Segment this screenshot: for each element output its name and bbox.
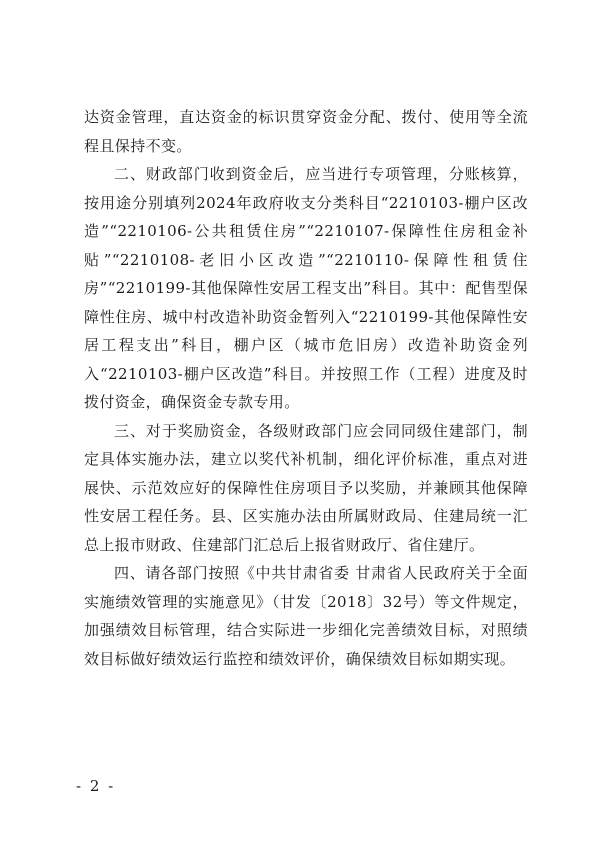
paragraph-performance-management: 四、请各部门按照《中共甘肃省委 甘肃省人民政府关于全面实施绩效管理的实施意见》（甘发〔2018〕32号）等文件规定，加强绩效目标管理，结合实际进一步细化完善绩效目标，对照绩效目标做好绩效运行监控和绩效评价，确保绩效目标如期实现。 (84, 564, 528, 668)
paragraph-reward-funds: 三、对于奖励资金，各级财政部门应会同同级住建部门，制定具体实施办法，建立以奖代补机制，细化评价标准，重点对进展快、示范效应好的保障性住房项目予以奖励，并兼顾其他保障性安居工程任务。县、区实施办法由所属财政局、住建局统一汇总上报市财政、住建部门汇总后上报省财政厅、省住建厅。 (84, 421, 528, 554)
document-body (84, 103, 528, 673)
paragraph-fiscal-management: 二、财政部门收到资金后，应当进行专项管理，分账核算，按用途分别填列2024年政府收支分类科目“2210103-棚户区改造”“2210106-公共租赁住房”“2210107-保障性住房租金补贴”“2210108-老旧小区改造”“2210110-保障性租赁住房”“2210199-其他保障性安居工程支出”科目。其中：配售型保障性住房、城中村改造补助资金暂列入“2210199-其他保障性安居工程支出”科目，棚户区（城市危旧房）改造补助资金列入“2210103-棚户区改造”科目。并按照工作（工程）进度及时拨付资金，确保资金专款专用。 (84, 165, 528, 411)
paragraph-continuation: 达资金管理，直达资金的标识贯穿资金分配、拨付、使用等全流程且保持不变。 (84, 108, 528, 155)
page-number: - 2 - (76, 777, 116, 795)
